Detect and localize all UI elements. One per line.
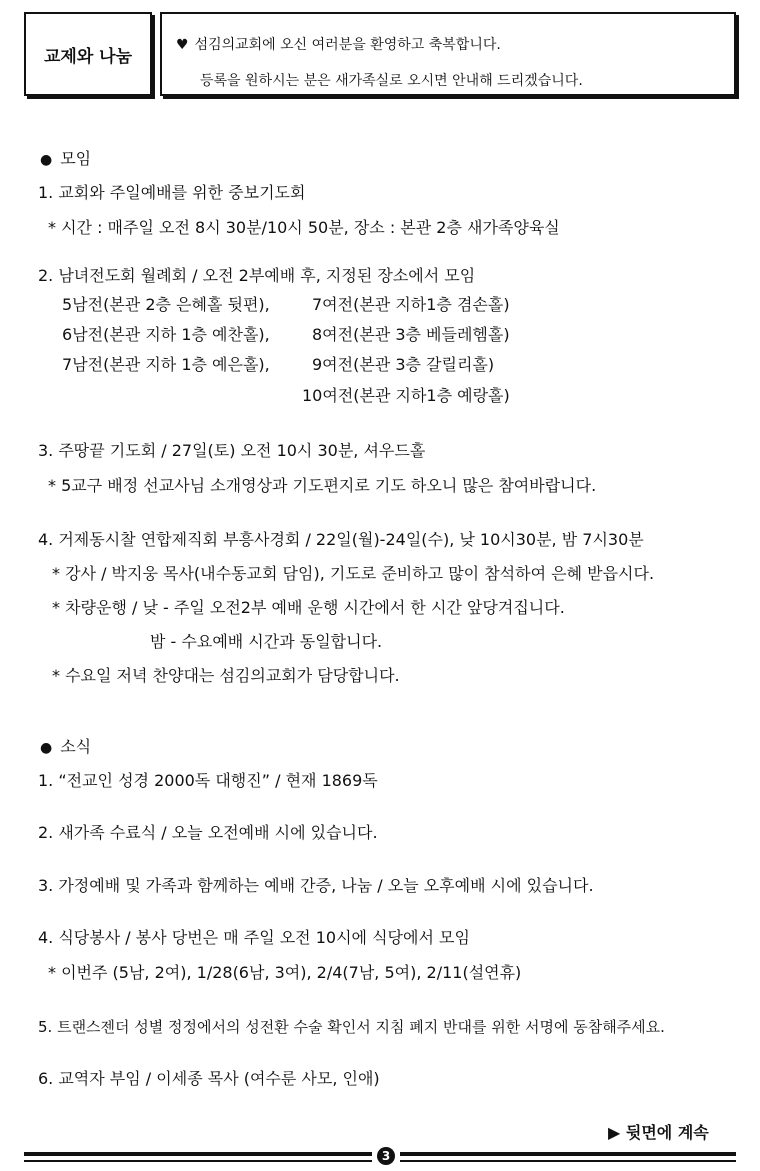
meeting-item-2-women-10: 10여전(본관 지하1층 예랑홀) (302, 386, 510, 405)
meeting-title: 모임 (60, 149, 92, 168)
news-title: 소식 (60, 737, 92, 756)
meeting-item-2-men-7: 7남전(본관 지하 1층 예은홀), (62, 355, 270, 374)
meeting-item-2: 2. 남녀전도회 월례회 / 오전 2부예배 후, 지정된 장소에서 모임 (38, 266, 476, 285)
section-title-box (24, 12, 152, 96)
welcome-box (160, 12, 736, 96)
meeting-item-4-bus-night: 밤 - 수요예배 시간과 동일합니다. (150, 632, 383, 651)
news-item-6: 6. 교역자 부임 / 이세종 목사 (여수룬 사모, 인애) (38, 1069, 380, 1088)
meeting-item-2-men-5: 5남전(본관 2층 은혜홀 뒷편), (62, 295, 270, 314)
news-item-2: 2. 새가족 수료식 / 오늘 오전예배 시에 있습니다. (38, 823, 378, 842)
section-title: 교제와 나눔 (43, 46, 133, 67)
welcome-line-1 (176, 34, 501, 54)
bullet-icon: ● (40, 740, 53, 756)
meeting-item-2-women-8: 8여전(본관 3층 베들레헴홀) (312, 325, 510, 344)
bullet-icon: ● (40, 152, 53, 168)
meeting-item-3: 3. 주땅끝 기도회 / 27일(토) 오전 10시 30분, 셔우드홀 (38, 441, 426, 460)
meeting-item-2-women-7: 7여전(본관 지하1층 겸손홀) (312, 295, 510, 314)
meeting-item-4-bus: * 차량운행 / 낮 - 주일 오전2부 예배 운행 시간에서 한 시간 앞당겨집니다. (52, 598, 565, 617)
news-heading (40, 737, 91, 758)
meeting-item-2-men-6: 6남전(본관 지하 1층 예찬홀), (62, 325, 270, 344)
meeting-item-3-detail: * 5교구 배정 선교사님 소개영상과 기도편지로 기도 하오니 많은 참여바랍니다. (48, 476, 597, 495)
welcome-text-1: 섬김의교회에 오신 여러분을 환영하고 축복합니다. (194, 37, 501, 53)
meeting-item-1: 1. 교회와 주일예배를 위한 중보기도회 (38, 183, 306, 202)
news-item-3: 3. 가정예배 및 가족과 함께하는 예배 간증, 나눔 / 오늘 오후예배 시에 있습니다. (38, 876, 594, 895)
footer-rule-left (24, 1152, 372, 1162)
heart-icon: ♥ (176, 37, 189, 53)
continue-label: 뒷면에 계속 (625, 1123, 709, 1142)
news-item-1: 1. “전교인 성경 2000독 대행진” / 현재 1869독 (38, 771, 378, 790)
news-item-4-detail: * 이번주 (5남, 2여), 1/28(6남, 3여), 2/4(7남, 5여), 2/11(설연휴) (48, 963, 522, 982)
meeting-heading (40, 149, 91, 170)
meeting-item-4-choir: * 수요일 저녁 찬양대는 섬김의교회가 담당합니다. (52, 666, 400, 685)
news-item-4: 4. 식당봉사 / 봉사 당번은 매 주일 오전 10시에 식당에서 모임 (38, 928, 470, 947)
meeting-item-4-speaker: * 강사 / 박지웅 목사(내수동교회 담임), 기도로 준비하고 많이 참석하여 은혜 받읍시다. (52, 564, 655, 583)
footer-rule-right (400, 1152, 736, 1162)
continue-note (608, 1120, 709, 1143)
meeting-item-4: 4. 거제동시찰 연합제직회 부흥사경회 / 22일(월)-24일(수), 낮 10시30분, 밤 7시30분 (38, 530, 644, 549)
meeting-item-2-women-9: 9여전(본관 3층 갈릴리홀) (312, 355, 495, 374)
meeting-item-1-detail: * 시간 : 매주일 오전 8시 30분/10시 50분, 장소 : 본관 2층 새가족양육실 (48, 218, 560, 237)
play-icon: ▶ (608, 1123, 621, 1142)
page-number: 3 (377, 1147, 395, 1165)
welcome-line-2: 등록을 원하시는 분은 새가족실로 오시면 안내해 드리겠습니다. (200, 73, 583, 89)
news-item-5: 5. 트랜스젠더 성별 정정에서의 성전환 수술 확인서 지침 폐지 반대를 위한 서명에 동참해주세요. (38, 1018, 665, 1036)
